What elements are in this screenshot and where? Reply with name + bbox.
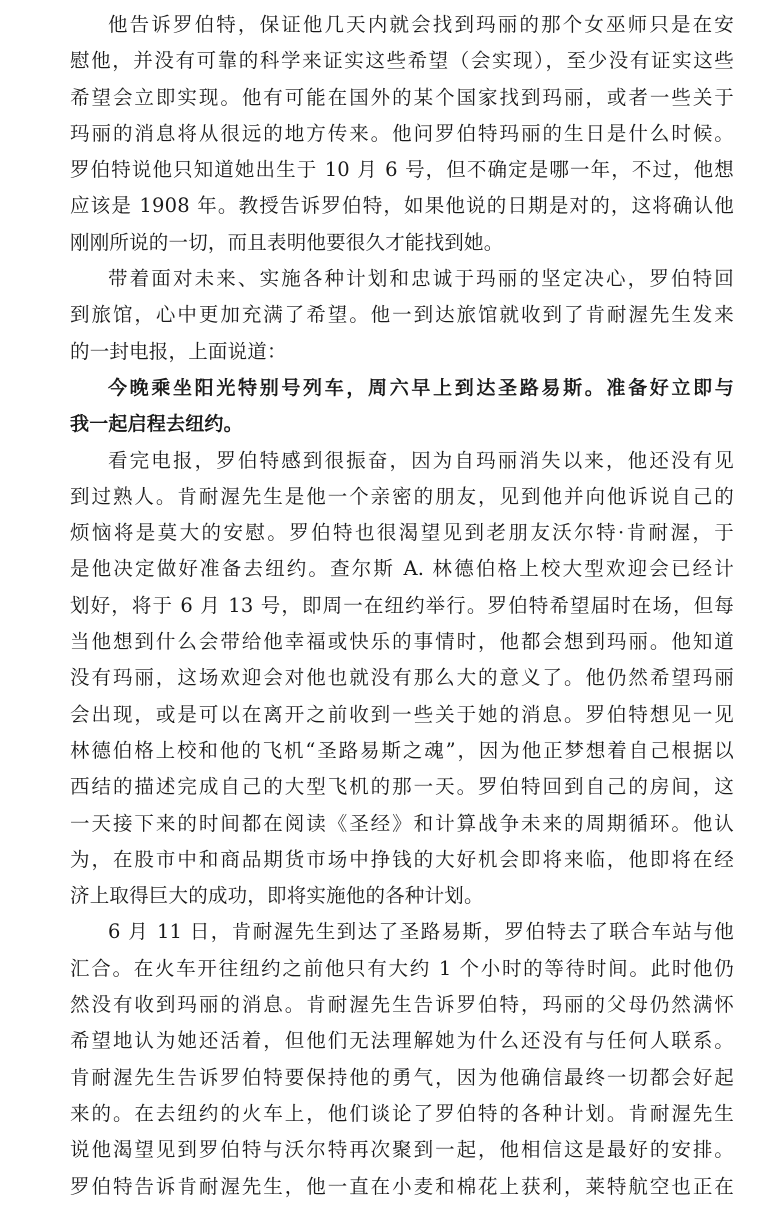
body-text-line: 一天接下来的时间都在阅读《圣经》和计算战争未来的周期循环。他认 (70, 811, 734, 835)
body-text-line: 带着面对未来、实施各种计划和忠诚于玛丽的坚定决心，罗伯特回 (108, 267, 734, 291)
body-text-line: 罗伯特告诉肯耐渥先生，他一直在小麦和棉花上获利，莱特航空也正在 (70, 1174, 734, 1198)
body-text-line: 没有玛丽，这场欢迎会对他也就没有那么大的意义了。他仍然希望玛丽 (70, 666, 734, 690)
body-text-line: 烦恼将是莫大的安慰。罗伯特也很渴望见到老朋友沃尔特·肯耐渥，于 (70, 521, 734, 545)
body-text-line: 希望会立即实现。他有可能在国外的某个国家找到玛丽，或者一些关于 (70, 85, 734, 109)
body-text-line: 6 月 11 日，肯耐渥先生到达了圣路易斯，罗伯特去了联合车站与他 (108, 920, 734, 944)
body-text-line: 是他决定做好准备去纽约。查尔斯 A. 林德伯格上校大型欢迎会已经计 (70, 557, 734, 581)
body-text-line: 当他想到什么会带给他幸福或快乐的事情时，他都会想到玛丽。他知道 (70, 630, 734, 654)
body-text-line: 西结的描述完成自己的大型飞机的那一天。罗伯特回到自己的房间，这 (70, 775, 734, 799)
telegram-text-line: 今晚乘坐阳光特别号列车，周六早上到达圣路易斯。准备好立即与 (108, 376, 734, 399)
telegram-text-line: 我一起启程去纽约。 (70, 413, 243, 436)
body-text-line: 慰他，并没有可靠的科学来证实这些希望（会实现），至少没有证实这些 (70, 49, 734, 73)
body-text-line: 的一封电报，上面说道： (70, 339, 287, 363)
body-text-line: 来的。在去纽约的火车上，他们谈论了罗伯特的各种计划。肯耐渥先生 (70, 1101, 734, 1125)
body-text-line: 看完电报，罗伯特感到很振奋，因为自玛丽消失以来，他还没有见 (108, 448, 734, 472)
body-text-line: 说他渴望见到罗伯特与沃尔特再次聚到一起，他相信这是最好的安排。 (70, 1138, 734, 1162)
body-text-line: 会出现，或是可以在离开之前收到一些关于她的消息。罗伯特想见一见 (70, 702, 734, 726)
body-text-line: 到旅馆，心中更加充满了希望。他一到达旅馆就收到了肯耐渥先生发来 (70, 303, 734, 327)
body-text-line: 肯耐渥先生告诉罗伯特要保持他的勇气，因为他确信最终一切都会好起 (70, 1065, 734, 1089)
body-text-line: 汇合。在火车开往纽约之前他只有大约 1 个小时的等待时间。此时他仍 (70, 956, 734, 980)
body-text-line: 划好，将于 6 月 13 号，即周一在纽约举行。罗伯特希望届时在场，但每 (70, 593, 734, 617)
body-text-line: 他告诉罗伯特，保证他几天内就会找到玛丽的那个女巫师只是在安 (108, 13, 734, 36)
body-text-line: 到过熟人。肯耐渥先生是他一个亲密的朋友，见到他并向他诉说自己的 (70, 484, 734, 508)
body-text-line: 林德伯格上校和他的飞机“圣路易斯之魂”，因为他正梦想着自己根据以 (70, 738, 734, 762)
body-text-line: 为，在股市中和商品期货市场中挣钱的大好机会即将来临，他即将在经 (70, 847, 734, 871)
body-text-line: 应该是 1908 年。教授告诉罗伯特，如果他说的日期是对的，这将确认他 (70, 194, 734, 218)
body-text-line: 济上取得巨大的成功，即将实施他的各种计划。 (70, 884, 484, 908)
body-text-line: 希望地认为她还活着，但他们无法理解她为什么还没有与任何人联系。 (70, 1029, 734, 1053)
body-text-line: 然没有收到玛丽的消息。肯耐渥先生告诉罗伯特，玛丽的父母仍然满怀 (70, 993, 734, 1017)
body-text-line: 玛丽的消息将从很远的地方传来。他问罗伯特玛丽的生日是什么时候。 (70, 121, 734, 145)
book-page (70, 7, 734, 1205)
body-text-line: 刚刚所说的一切，而且表明他要很久才能找到她。 (70, 230, 504, 254)
body-text-line: 罗伯特说他只知道她出生于 10 月 6 号，但不确定是哪一年，不过，他想 (70, 158, 734, 182)
